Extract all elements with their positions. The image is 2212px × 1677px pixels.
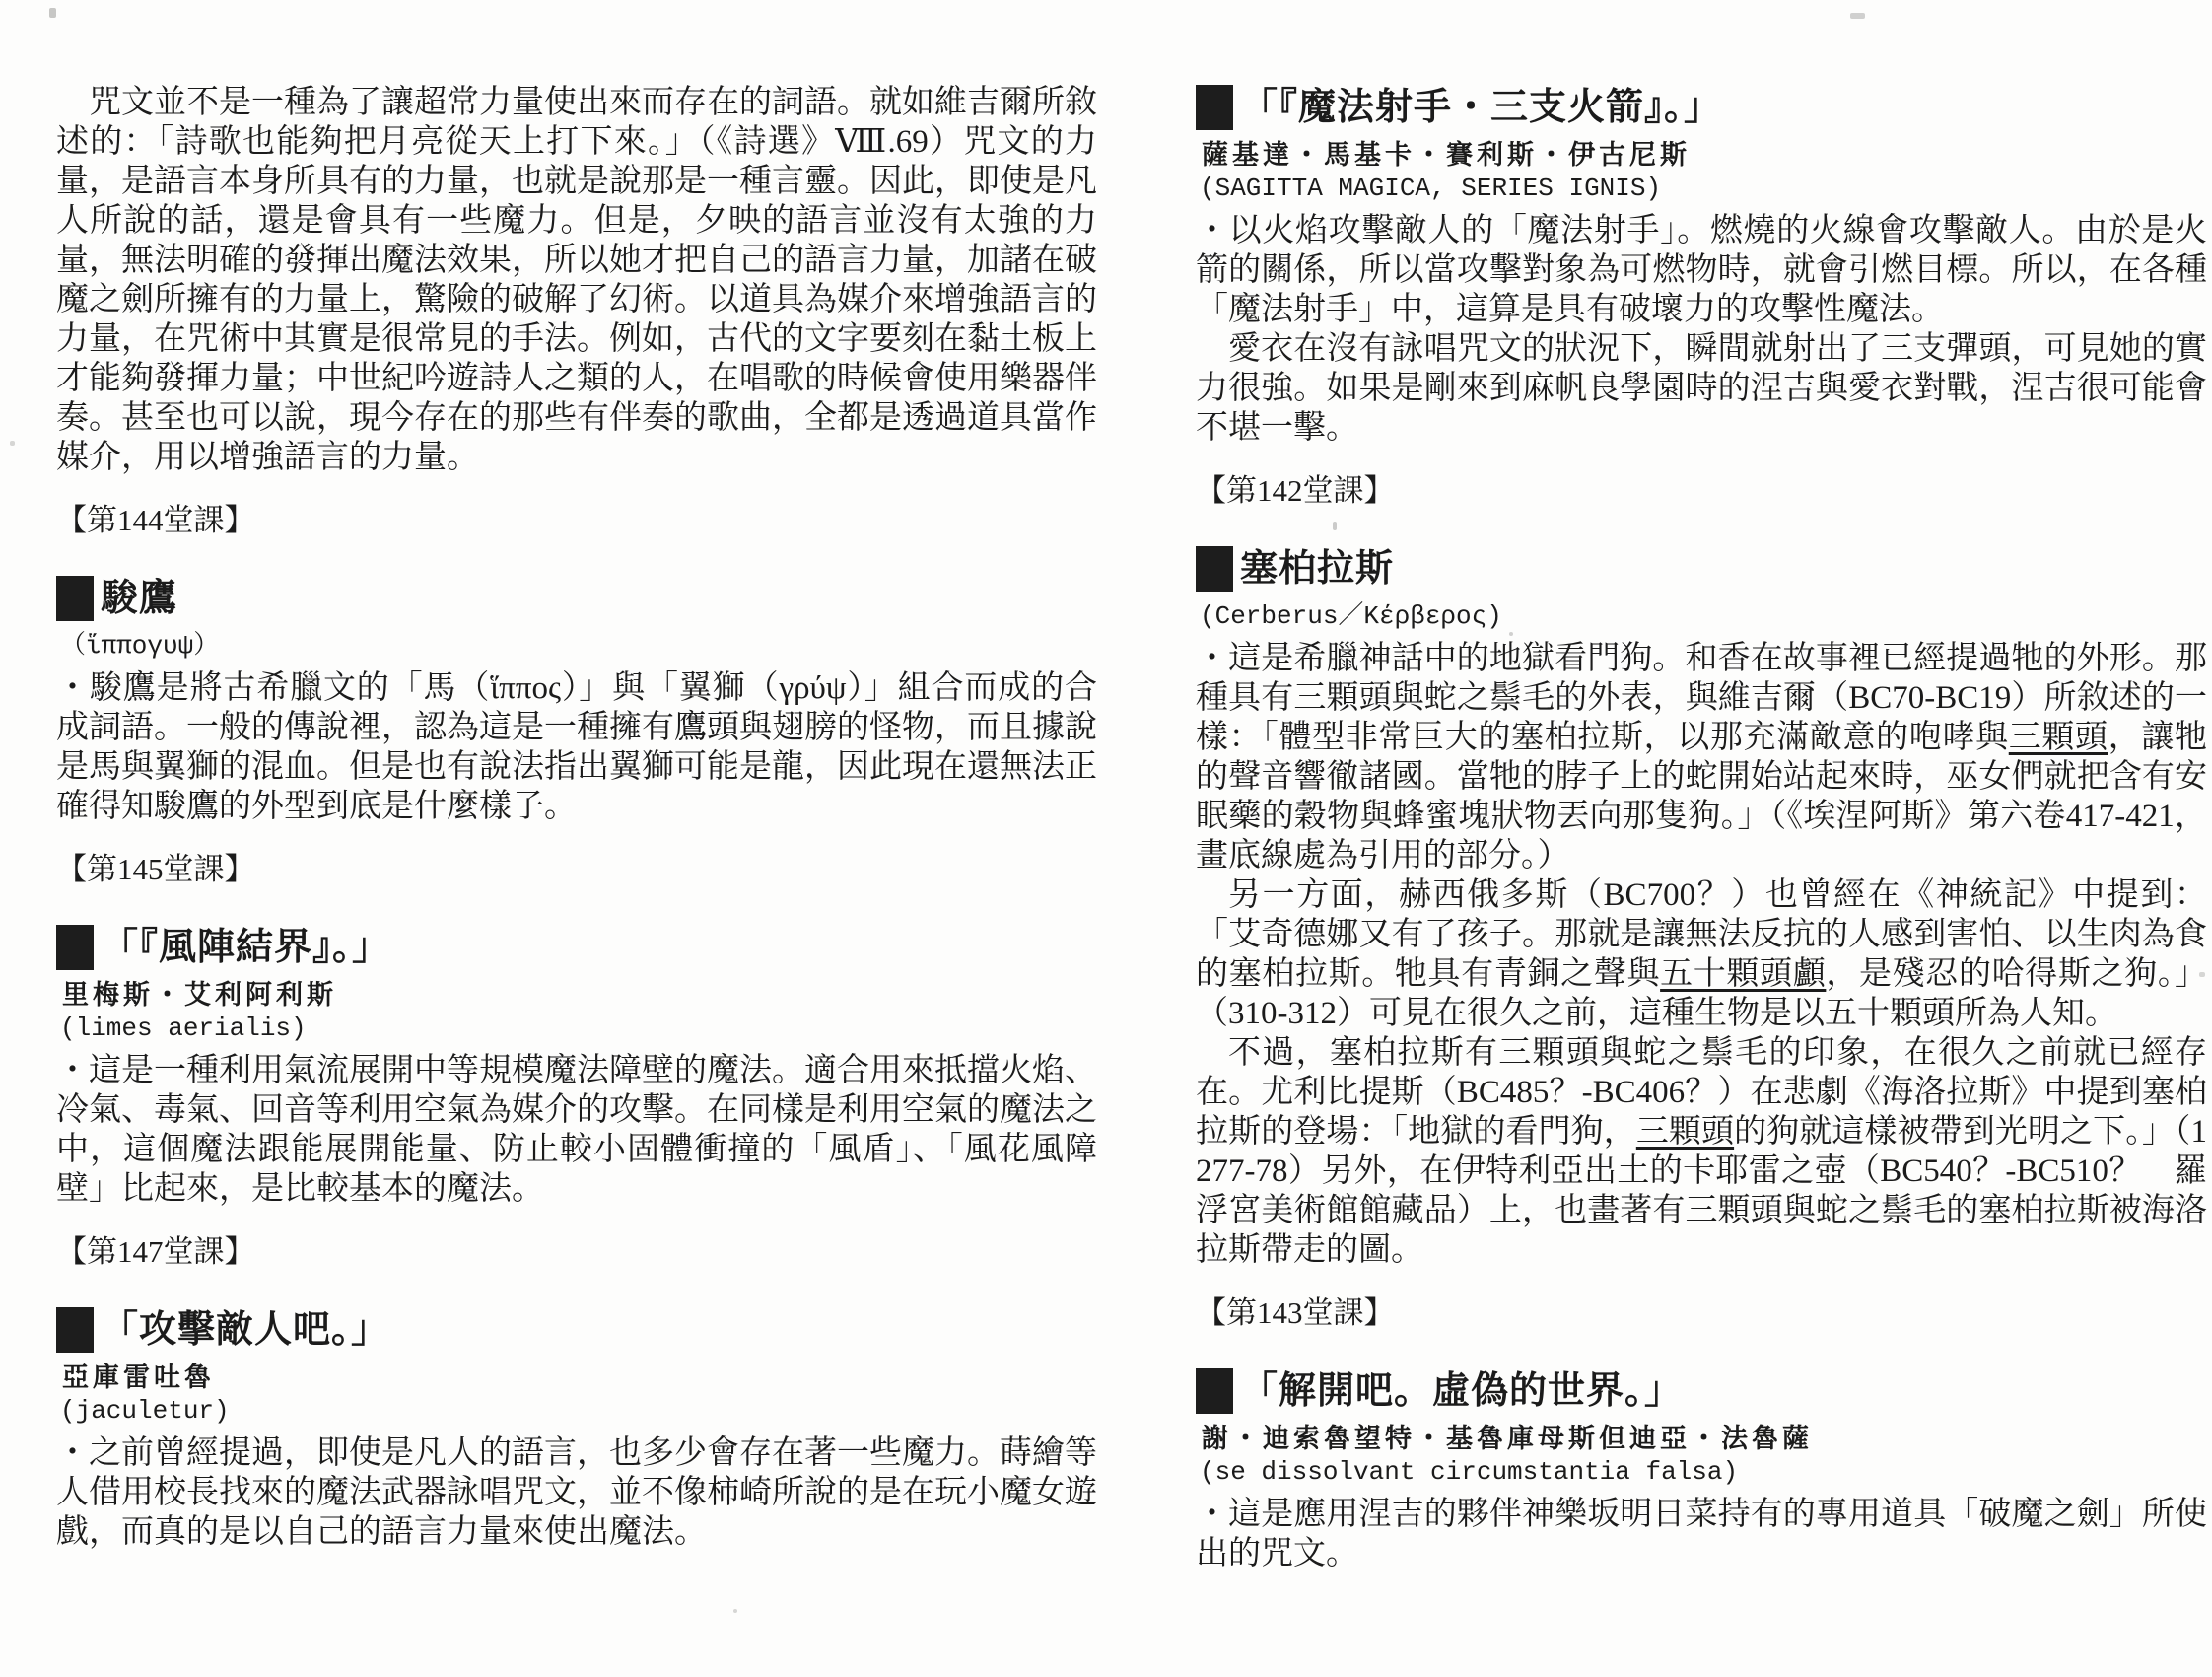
spell-name-transliteration: 薩基達・馬基卡・賽利斯・伊古尼斯	[1202, 140, 1691, 170]
glossary-entry-heading	[1196, 544, 2207, 594]
spell-name-transliteration: 亞庫雷吐魯	[62, 1363, 215, 1392]
scan-speck	[10, 441, 15, 446]
entry-body-paragraph: ・之前曾經提過，即使是凡人的語言，也多少會存在著一些魔力。蒔繪等人借用校長找來的魔法武器詠唱咒文，並不像柿崎所說的是在玩小魔女遊戲，而真的是以自己的語言力量來使出魔法。	[56, 1435, 1097, 1550]
glossary-entry-heading	[1196, 1366, 2207, 1416]
spell-name-transliteration: 謝・迪索魯望特・基魯庫母斯但迪亞・法魯薩	[1202, 1424, 1813, 1453]
heading-square-marker-icon	[1196, 546, 1233, 592]
entry-title: 「解開吧。虛偽的世界。」	[1240, 1370, 1684, 1412]
spell-name-original-language: (SAGITTA MAGICA, SERIES IGNIS)	[1200, 174, 1662, 203]
entry-title: 駿鷹	[101, 578, 178, 619]
spell-name-original-language: (Cerberus／Κέρβερος)	[1200, 601, 1502, 631]
scan-speck	[1850, 13, 1865, 19]
lesson-number-marker: 【第143堂課】	[1196, 1295, 1395, 1330]
entry-body-paragraph: ・這是一種利用氣流展開中等規模魔法障壁的魔法。適合用來抵擋火焰、冷氣、毒氣、回音等利用空氣為媒介的攻擊。在同樣是利用空氣的魔法之中，這個魔法跟能展開能量、防止較小固體衝撞的「風盾」、「風花風障壁」比起來，是比較基本的魔法。	[56, 1053, 1097, 1207]
entry-body-paragraph: ・以火焰攻擊敵人的「魔法射手」。燃燒的火線會攻擊敵人。由於是火箭的關係，所以當攻擊對象為可燃物時，就會引燃目標。所以，在各種「魔法射手」中，這算是具有破壞力的攻擊性魔法。	[1196, 213, 2207, 327]
left-page-column	[56, 83, 1097, 1552]
scan-speck	[733, 1609, 737, 1613]
scan-speck	[1509, 632, 1513, 636]
spell-name-original-language: (jaculetur)	[60, 1396, 230, 1426]
spell-name-original-language: (limes aerialis)	[60, 1013, 307, 1043]
lesson-number-marker: 【第147堂課】	[56, 1234, 255, 1269]
entry-title: 塞柏拉斯	[1240, 548, 1395, 590]
scan-speck	[1333, 522, 1337, 530]
scan-speck	[49, 8, 56, 18]
body-paragraph: 另一方面，赫西俄多斯（BC700？）也曾經在《神統記》中提到：「艾奇德娜又有了孩子。那就是讓無法反抗的人感到害怕、以生肉為食的塞柏拉斯。牠具有青銅之聲與五十顆頭顱，是殘忍的哈得斯之狗。」（310-312）可見在很久之前，這種生物是以五十顆頭所為人知。	[1196, 877, 2208, 1031]
entry-title: 「攻擊敵人吧。」	[101, 1309, 390, 1351]
entry-body-paragraph: ・這是應用涅吉的夥伴神樂坂明日菜持有的專用道具「破魔之劍」所使出的咒文。	[1196, 1497, 2207, 1572]
heading-square-marker-icon	[56, 1307, 94, 1353]
glossary-entry-heading	[56, 574, 1097, 623]
glossary-entry-heading	[56, 923, 1097, 972]
lesson-number-marker: 【第144堂課】	[56, 503, 255, 537]
glossary-entry-heading	[1196, 83, 2207, 132]
body-paragraph: 咒文並不是一種為了讓超常力量使出來而存在的詞語。就如維吉爾所敘述的：「詩歌也能夠把月亮從天上打下來。」（《詩選》Ⅷ.69）咒文的力量，是語言本身所具有的力量，也就是說那是一種言靈。因此，即使是凡人所說的話，還是會具有一些魔力。但是，夕映的語言並沒有太強的力量，無法明確的發揮出魔法效果，所以她才把自己的語言力量，加諸在破魔之劍所擁有的力量上，驚險的破解了幻術。以道具為媒介來增強語言的力量，在咒術中其實是很常見的手法。例如，古代的文字要刻在黏土板上才能夠發揮力量；中世紀吟遊詩人之類的人，在唱歌的時候會使用樂器伴奏。甚至也可以說，現今存在的那些有伴奏的歌曲，全都是透過道具當作媒介，用以增強語言的力量。	[56, 85, 1097, 475]
body-paragraph: 不過，塞柏拉斯有三顆頭與蛇之鬃毛的印象，在很久之前就已經存在。尤利比提斯（BC485？-BC406？）在悲劇《海洛拉斯》中提到塞柏拉斯的登場：「地獄的看門狗，三顆頭的狗就這樣被帶到光明之下。」（1277-78）另外，在伊特利亞出土的卡耶雷之壺（BC540？-BC510？ 羅浮宮美術館館藏品）上，也畫著有三顆頭與蛇之鬃毛的塞柏拉斯被海洛拉斯帶走的圖。	[1196, 1035, 2207, 1268]
spell-name-original-language: (se dissolvant circumstantia falsa)	[1200, 1457, 1739, 1487]
entry-title: 「『風陣結界』。」	[101, 927, 391, 968]
entry-body-paragraph: ・這是希臘神話中的地獄看門狗。和香在故事裡已經提過牠的外形。那種具有三顆頭與蛇之鬃毛的外表，與維吉爾（BC70-BC19）所敘述的一樣：「體型非常巨大的塞柏拉斯，以那充滿敵意的咆哮與三顆頭，讓牠的聲音響徹諸國。當牠的脖子上的蛇開始站起來時，巫女們就把含有安眠藥的穀物與蜂蜜塊狀物丟向那隻狗。」（《埃涅阿斯》第六卷417-421，畫底線處為引用的部分。）	[1196, 641, 2208, 873]
lesson-number-marker: 【第145堂課】	[56, 852, 255, 886]
lesson-number-marker: 【第142堂課】	[1196, 473, 1395, 508]
body-paragraph: 愛衣在沒有詠唱咒文的狀況下，瞬間就射出了三支彈頭，可見她的實力很強。如果是剛來到麻帆良學園時的涅吉與愛衣對戰，涅吉很可能會不堪一擊。	[1196, 331, 2207, 446]
heading-square-marker-icon	[56, 925, 94, 970]
heading-square-marker-icon	[1196, 1368, 1233, 1414]
spell-name-transliteration: 里梅斯・艾利阿利斯	[62, 980, 337, 1010]
right-page-column	[1196, 83, 2207, 1573]
entry-title: 「『魔法射手・三支火箭』。」	[1240, 87, 1723, 128]
spell-name-original-language: （ἵππογυψ）	[60, 631, 220, 661]
scan-speck	[2199, 972, 2205, 977]
glossary-entry-heading	[56, 1305, 1097, 1355]
entry-body-paragraph: ・駿鷹是將古希臘文的「馬（ἵππος）」與「翼獅（γρύψ）」組合而成的合成詞語。一般的傳說裡，認為這是一種擁有鷹頭與翅膀的怪物，而且據說是馬與翼獅的混血。但是也有說法指出翼獅可能是龍，因此現在還無法正確得知駿鷹的外型到底是什麼樣子。	[56, 670, 1097, 824]
heading-square-marker-icon	[56, 576, 94, 621]
heading-square-marker-icon	[1196, 85, 1233, 130]
